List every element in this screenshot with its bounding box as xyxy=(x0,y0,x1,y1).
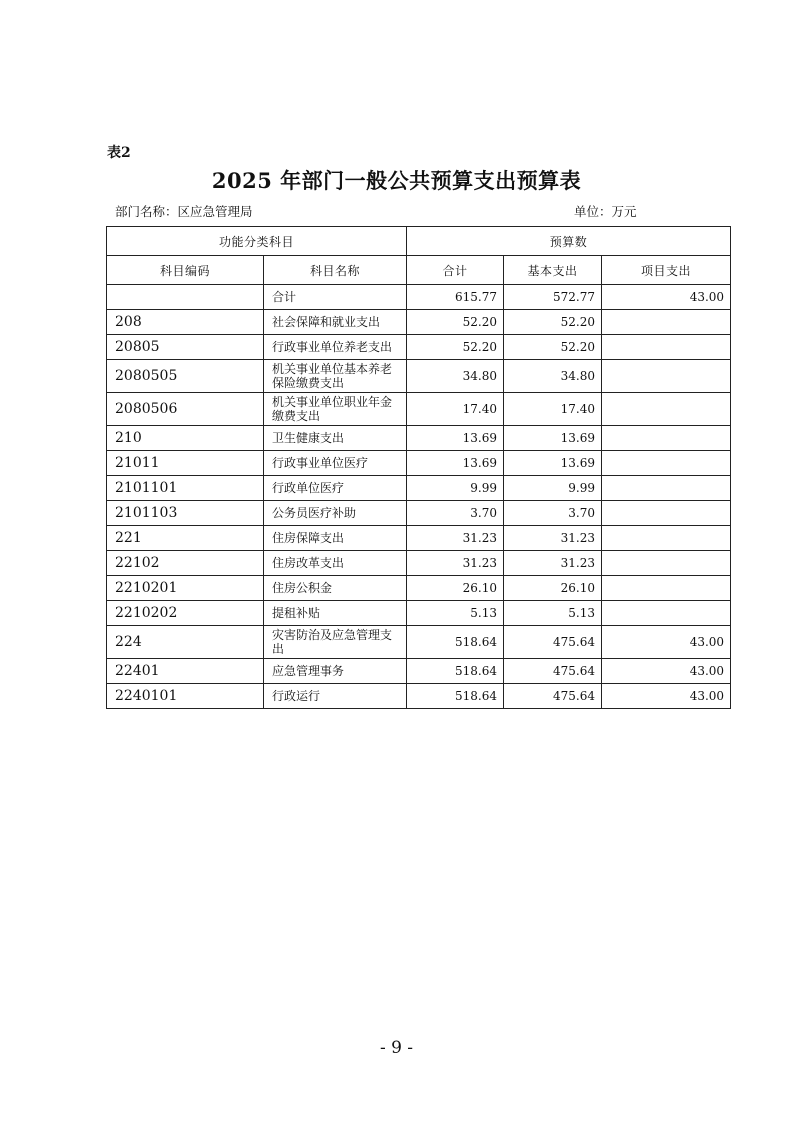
cell-basic: 52.20 xyxy=(504,310,602,335)
cell-total: 52.20 xyxy=(407,310,504,335)
document-title: 2025 年部门一般公共预算支出预算表 xyxy=(211,168,582,193)
cell-name: 提租补贴 xyxy=(264,601,407,626)
table-row xyxy=(107,310,731,335)
cell-name: 灾害防治及应急管理支出 xyxy=(264,626,407,659)
cell-name: 公务员医疗补助 xyxy=(264,501,407,526)
cell-total: 9.99 xyxy=(407,476,504,501)
cell-name: 机关事业单位基本养老保险缴费支出 xyxy=(264,360,407,393)
page-number: - 9 - xyxy=(379,1038,414,1058)
cell-name: 行政单位医疗 xyxy=(264,476,407,501)
cell-total: 3.70 xyxy=(407,501,504,526)
cell-name: 住房保障支出 xyxy=(264,526,407,551)
cell-basic: 9.99 xyxy=(504,476,602,501)
cell-basic: 17.40 xyxy=(504,393,602,426)
cell-project xyxy=(602,393,731,426)
cell-code: 2080505 xyxy=(107,360,264,393)
cell-name: 住房公积金 xyxy=(264,576,407,601)
table-row xyxy=(107,426,731,451)
cell-project xyxy=(602,526,731,551)
cell-total: 518.64 xyxy=(407,659,504,684)
cell-project: 43.00 xyxy=(602,285,731,310)
table-row xyxy=(107,601,731,626)
unit-label: 单位：万元 xyxy=(574,204,637,219)
cell-project: 43.00 xyxy=(602,659,731,684)
cell-total: 518.64 xyxy=(407,626,504,659)
cell-code: 2210201 xyxy=(107,576,264,601)
cell-name: 合计 xyxy=(264,285,407,310)
cell-name: 应急管理事务 xyxy=(264,659,407,684)
header-row-columns xyxy=(107,256,731,285)
cell-code: 22102 xyxy=(107,551,264,576)
cell-basic: 31.23 xyxy=(504,526,602,551)
cell-total: 615.77 xyxy=(407,285,504,310)
cell-code: 2101103 xyxy=(107,501,264,526)
table-row xyxy=(107,551,731,576)
cell-total: 34.80 xyxy=(407,360,504,393)
cell-code: 224 xyxy=(107,626,264,659)
cell-project xyxy=(602,451,731,476)
header-name: 科目名称 xyxy=(264,256,407,285)
cell-project: 43.00 xyxy=(602,626,731,659)
cell-basic: 475.64 xyxy=(504,626,602,659)
cell-project xyxy=(602,360,731,393)
cell-code: 21011 xyxy=(107,451,264,476)
cell-project xyxy=(602,476,731,501)
header-row-group xyxy=(107,227,731,256)
cell-project xyxy=(602,426,731,451)
cell-code xyxy=(107,285,264,310)
cell-basic: 5.13 xyxy=(504,601,602,626)
cell-basic: 34.80 xyxy=(504,360,602,393)
cell-basic: 475.64 xyxy=(504,684,602,709)
cell-name: 住房改革支出 xyxy=(264,551,407,576)
cell-basic: 13.69 xyxy=(504,426,602,451)
cell-project xyxy=(602,601,731,626)
cell-name: 行政事业单位医疗 xyxy=(264,451,407,476)
table-row xyxy=(107,476,731,501)
cell-basic: 13.69 xyxy=(504,451,602,476)
cell-code: 2080506 xyxy=(107,393,264,426)
header-basic: 基本支出 xyxy=(504,256,602,285)
cell-project xyxy=(602,335,731,360)
cell-name: 行政运行 xyxy=(264,684,407,709)
cell-total: 13.69 xyxy=(407,426,504,451)
cell-name: 社会保障和就业支出 xyxy=(264,310,407,335)
cell-total: 52.20 xyxy=(407,335,504,360)
cell-project xyxy=(602,551,731,576)
table-row xyxy=(107,626,731,659)
table-row xyxy=(107,659,731,684)
cell-basic: 26.10 xyxy=(504,576,602,601)
cell-project xyxy=(602,501,731,526)
cell-basic: 52.20 xyxy=(504,335,602,360)
cell-code: 221 xyxy=(107,526,264,551)
table-row xyxy=(107,684,731,709)
header-functional-classification: 功能分类科目 xyxy=(107,227,407,256)
cell-basic: 572.77 xyxy=(504,285,602,310)
table-row xyxy=(107,576,731,601)
cell-code: 208 xyxy=(107,310,264,335)
cell-total: 13.69 xyxy=(407,451,504,476)
department-name: 部门名称：区应急管理局 xyxy=(115,204,253,219)
cell-project xyxy=(602,576,731,601)
cell-name: 行政事业单位养老支出 xyxy=(264,335,407,360)
cell-code: 2101101 xyxy=(107,476,264,501)
cell-total: 17.40 xyxy=(407,393,504,426)
cell-code: 2240101 xyxy=(107,684,264,709)
cell-total: 5.13 xyxy=(407,601,504,626)
table-row xyxy=(107,335,731,360)
cell-code: 20805 xyxy=(107,335,264,360)
cell-total: 31.23 xyxy=(407,526,504,551)
table-row xyxy=(107,501,731,526)
table-row xyxy=(107,360,731,393)
cell-name: 卫生健康支出 xyxy=(264,426,407,451)
cell-basic: 31.23 xyxy=(504,551,602,576)
cell-total: 26.10 xyxy=(407,576,504,601)
cell-project: 43.00 xyxy=(602,684,731,709)
cell-project xyxy=(602,310,731,335)
table-row xyxy=(107,451,731,476)
cell-total: 31.23 xyxy=(407,551,504,576)
cell-code: 2210202 xyxy=(107,601,264,626)
cell-basic: 475.64 xyxy=(504,659,602,684)
header-code: 科目编码 xyxy=(107,256,264,285)
cell-name: 机关事业单位职业年金缴费支出 xyxy=(264,393,407,426)
table-row xyxy=(107,393,731,426)
cell-code: 22401 xyxy=(107,659,264,684)
header-budget-amount: 预算数 xyxy=(407,227,731,256)
budget-table xyxy=(106,226,731,709)
table-row xyxy=(107,526,731,551)
header-total: 合计 xyxy=(407,256,504,285)
cell-total: 518.64 xyxy=(407,684,504,709)
table-row xyxy=(107,285,731,310)
cell-basic: 3.70 xyxy=(504,501,602,526)
cell-code: 210 xyxy=(107,426,264,451)
table-label: 表2 xyxy=(107,145,131,161)
header-project: 项目支出 xyxy=(602,256,731,285)
